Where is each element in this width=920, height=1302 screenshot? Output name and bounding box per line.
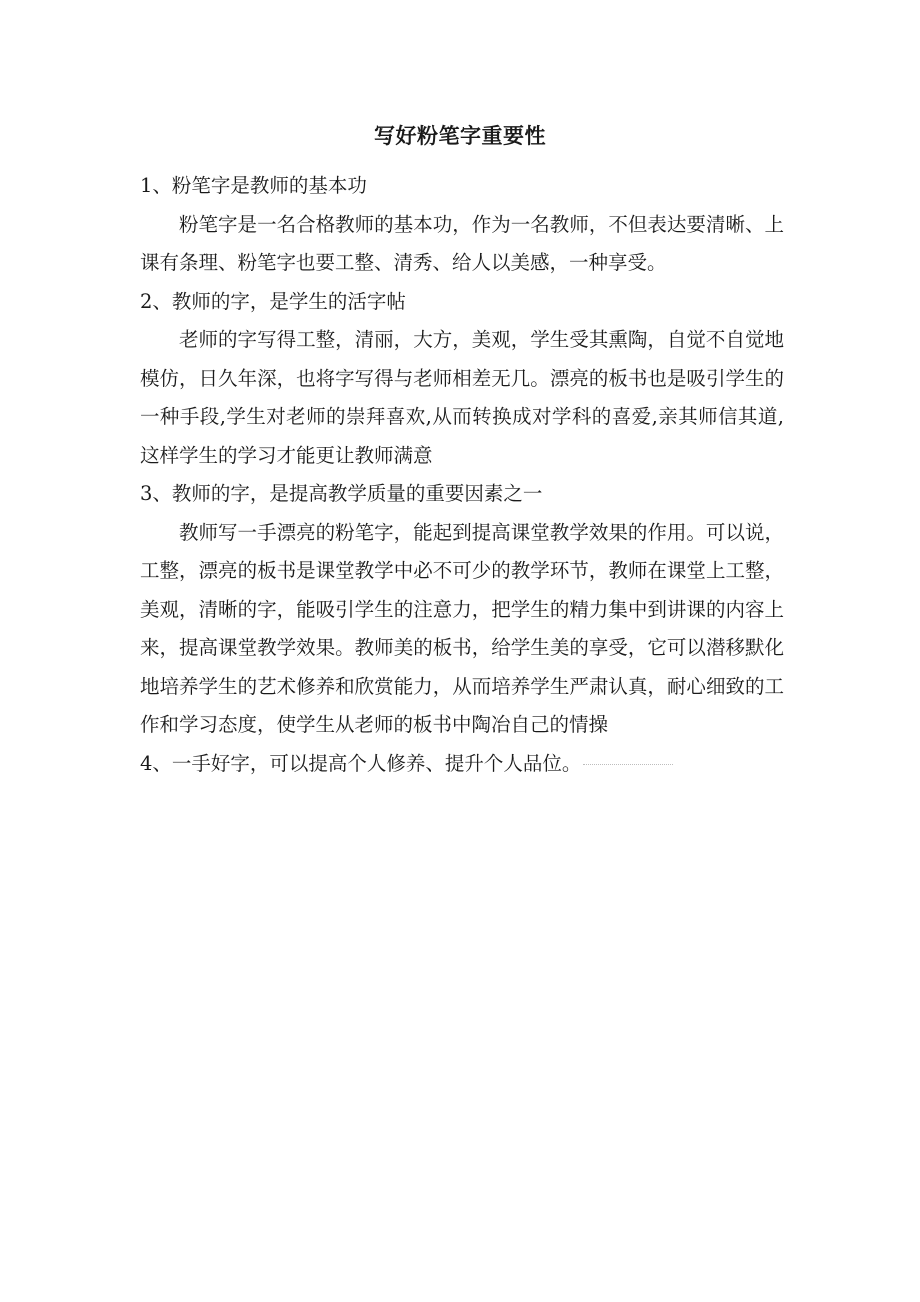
document-body — [140, 167, 784, 783]
section-heading-2: 2、教师的字，是学生的活字帖 — [140, 289, 406, 313]
section-paragraph-2: 老师的字写得工整，清丽，大方，美观，学生受其熏陶，自觉不自觉地模仿，日久年深，也将字写得与老师相差无几。漂亮的板书也是吸引学生的一种手段,学生对老师的崇拜喜欢,从而转换成对学科的喜爱,亲其师信其道,这样学生的学习才能更让教师满意 — [140, 328, 784, 467]
document-title: 写好粉笔字重要性 — [374, 123, 546, 148]
section-heading-4-line — [140, 745, 784, 784]
section-heading-4: 4、一手好字，可以提高个人修养、提升个人品位。 — [140, 751, 582, 775]
section-heading-1: 1、粉笔字是教师的基本功 — [140, 174, 367, 197]
trailing-dotted-line — [583, 763, 673, 765]
section-paragraph-3: 教师写一手漂亮的粉笔字，能起到提高课堂教学效果的作用。可以说，工整，漂亮的板书是课堂教学中必不可少的教学环节，教师在课堂上工整，美观，清晰的字，能吸引学生的注意力，把学生的精力集中到讲课的内容上来，提高课堂教学效果。教师美的板书，给学生美的享受，它可以潜移默化地培养学生的艺术修养和欣赏能力，从而培养学生严肃认真，耐心细致的工作和学习态度，使学生从老师的板书中陶冶自己的情操 — [140, 520, 784, 736]
section-heading-3: 3、教师的字，是提高教学质量的重要因素之一 — [140, 482, 543, 505]
section-paragraph-1: 粉笔字是一名合格教师的基本功，作为一名教师，不但表达要清晰、上课有条理、粉笔字也要工整、清秀、给人以美感，一种享受。 — [140, 212, 784, 274]
